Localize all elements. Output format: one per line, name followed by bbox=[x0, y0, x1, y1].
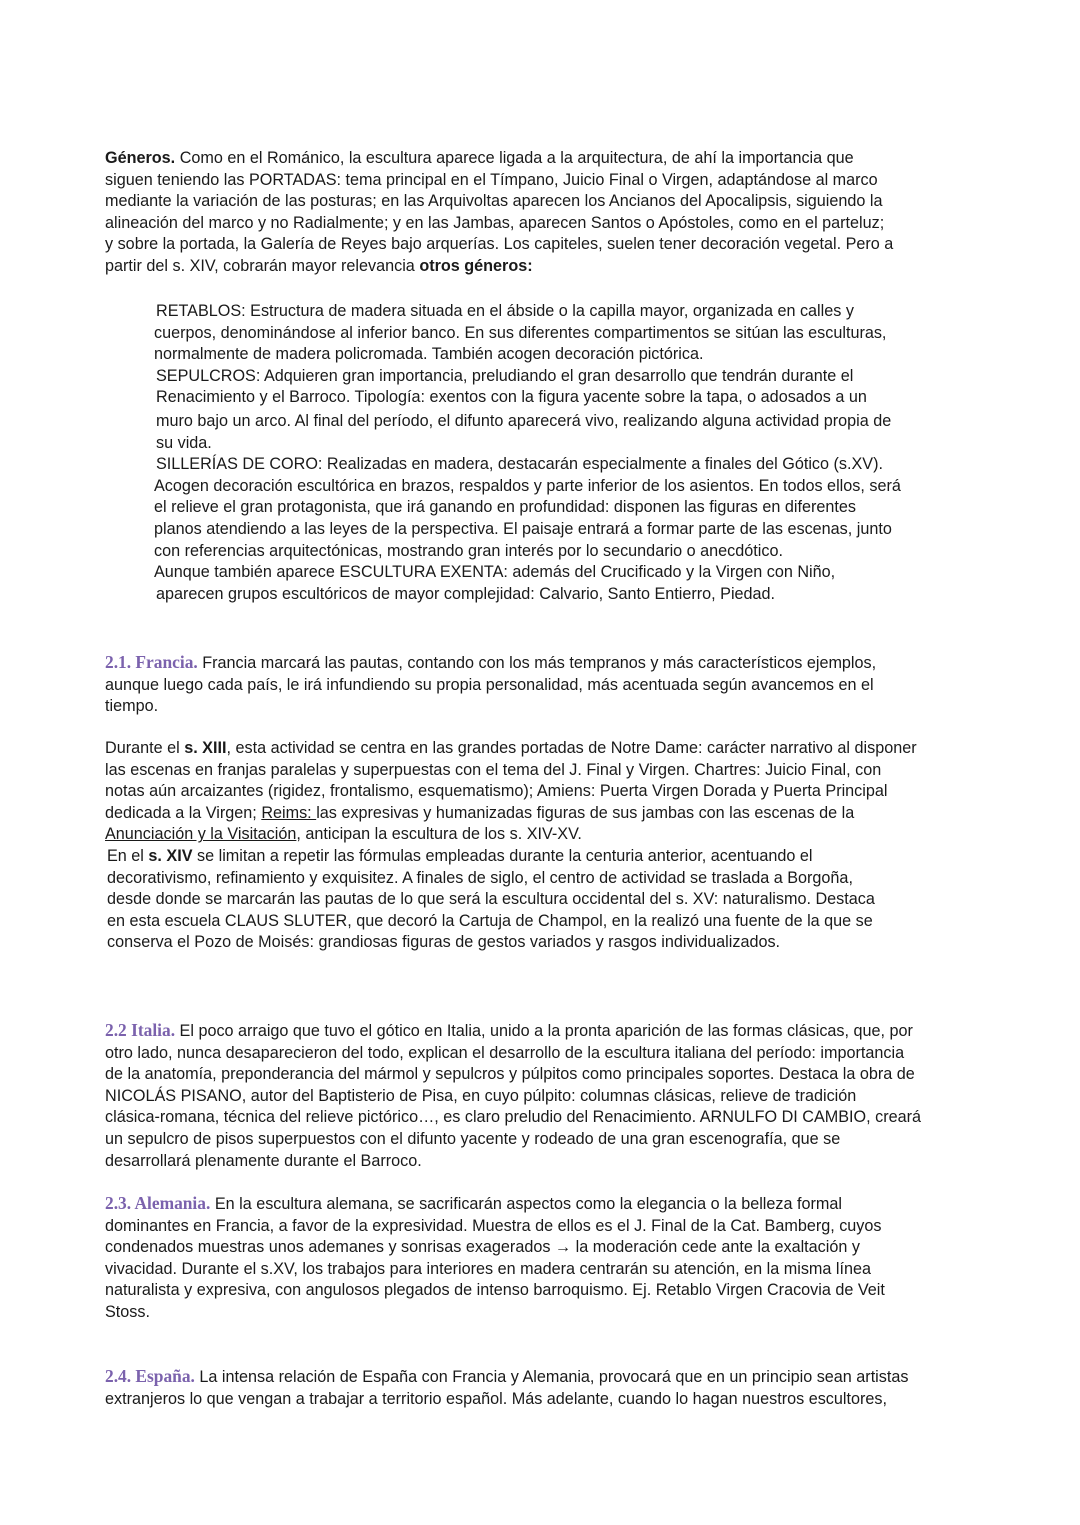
text-line: clásica-romana, técnica del relieve pictórico…, es claro preludio del Renacimiento. ARNULFO DI CAMBIO, creará bbox=[105, 1108, 921, 1127]
text-span: El poco arraigo que tuvo el gótico en Italia, unido a la pronta aparición de las formas clásicas, que, por bbox=[179, 1022, 913, 1040]
text-line: Stoss. bbox=[105, 1302, 150, 1321]
section-heading-espana: 2.4. España. bbox=[105, 1366, 195, 1386]
text-line: con referencias arquitectónicas, mostrando gran interés por lo secundario o anecdótico. bbox=[154, 541, 783, 560]
section-espana bbox=[105, 1366, 1025, 1410]
text-span: En el bbox=[107, 846, 144, 865]
text-line bbox=[105, 1366, 1025, 1389]
text-line: desde donde se marcarán las pautas de lo que será la escultura occidental del s. XV: naturalismo. Destaca bbox=[107, 890, 875, 909]
text-line: planos atendiendo a las leyes de la perspectiva. El paisaje entrará a formar parte de las escenas, junto bbox=[154, 519, 892, 538]
text-span: , anticipan la escultura de los s. XIV-XV. bbox=[296, 825, 582, 844]
text-line: siguen teniendo las PORTADAS: tema principal en el Tímpano, Juicio Final o Virgen, adaptándose al marco bbox=[105, 170, 878, 189]
section-italia bbox=[105, 1020, 1025, 1172]
text-span: Francia marcará las pautas, contando con los más tempranos y más característicos ejemplos, bbox=[202, 654, 877, 672]
text-line: muro bajo un arco. Al final del período, el difunto aparecerá vivo, realizando alguna actividad propia de bbox=[156, 411, 892, 430]
section-heading-francia: 2.1. Francia. bbox=[105, 652, 198, 672]
text-line: vivacidad. Durante el s.XV, los trabajos para interiores en madera centrarán su atención, en la misma línea bbox=[105, 1259, 872, 1278]
text-line bbox=[105, 256, 1025, 278]
text-line bbox=[105, 803, 1025, 825]
text-line: de la anatomía, preponderancia del mármol y sepulcros y púlpitos como principales soportes. Destaca la obra de bbox=[105, 1065, 915, 1084]
text-line: condenados muestras unos ademanes y sonrisas exagerados → la moderación cede ante la exaltación y bbox=[105, 1238, 860, 1257]
text-span: dedicada a la Virgen; bbox=[105, 803, 257, 822]
text-line: normalmente de madera policromada. También acogen decoración pictórica. bbox=[154, 345, 704, 364]
text-span: partir del s. XIV, cobrarán mayor relevancia bbox=[105, 256, 415, 275]
text-line: Renacimiento y el Barroco. Tipología: exentos con la figura yacente sobre la tapa, o adosados a un bbox=[156, 388, 867, 407]
section-alemania bbox=[105, 1193, 1025, 1324]
text-line: naturalista y expresiva, con angulosos plegados de intenso barroquismo. Ej. Retablo Virgen Cracovia de Veit bbox=[105, 1281, 885, 1300]
generos-label: Géneros. bbox=[105, 149, 176, 167]
text-line: SILLERÍAS DE CORO: Realizadas en madera, destacarán especialmente a finales del Gótico (s.XV). bbox=[156, 455, 883, 474]
text-line bbox=[105, 824, 1025, 846]
text-line: otro lado, nunca desaparecieron del todo, explican el desarrollo de la escultura italiana del período: importancia bbox=[105, 1043, 905, 1062]
section-heading-alemania: 2.3. Alemania. bbox=[105, 1193, 211, 1213]
text-line: alineación del marco y no Radialmente; y en las Jambas, aparecen Santos o Apóstoles, como en el parteluz; bbox=[105, 213, 885, 232]
text-line: SEPULCROS: Adquieren gran importancia, preludiando el gran desarrollo que tendrán durante el bbox=[156, 366, 854, 385]
text-line: su vida. bbox=[156, 433, 212, 452]
paragraph-generos bbox=[105, 148, 1025, 278]
text-span: La intensa relación de España con Francia y Alemania, provocará que en un principio sean artistas bbox=[199, 1368, 909, 1386]
text-span: se limitan a repetir las fórmulas empleadas durante la centuria anterior, acentuando el bbox=[197, 846, 813, 865]
text-line: cuerpos, denominándose al inferior banco. En sus diferentes compartimentos se sitúan las esculturas, bbox=[154, 323, 887, 342]
text-line: conserva el Pozo de Moisés: grandiosas figuras de gestos variados y rasgos individualizados. bbox=[107, 933, 781, 952]
text-line: las escenas en franjas paralelas y superpuestas con el tema del J. Final y Virgen. Chartres: Juicio Final, con bbox=[105, 760, 882, 779]
otros-generos-label: otros géneros: bbox=[419, 256, 533, 275]
text-line: un sepulcro de pisos superpuestos con el difunto yacente y rodeado de una gran escenografía, que se bbox=[105, 1129, 841, 1148]
underlined-text: Reims: bbox=[261, 803, 317, 822]
text-line: Aunque también aparece ESCULTURA EXENTA: además del Crucificado y la Virgen con Niño, bbox=[154, 563, 836, 582]
text-line: RETABLOS: Estructura de madera situada en el ábside o la capilla mayor, organizada en calles y bbox=[156, 302, 854, 320]
text-line bbox=[105, 1020, 1025, 1043]
underlined-text: Anunciación y la Visitación bbox=[105, 825, 297, 844]
text-line bbox=[105, 738, 1025, 760]
text-line: NICOLÁS PISANO, autor del Baptisterio de Pisa, en cuyo púlpito: columnas clásicas, relieve de tradición bbox=[105, 1086, 857, 1105]
text-span: , esta actividad se centra en las grandes portadas de Notre Dame: carácter narrativo al disponer bbox=[226, 739, 917, 757]
text-line: Acogen decoración escultórica en brazos, respaldos y parte inferior de los asientos. En todos ellos, será bbox=[154, 476, 901, 495]
century-label: s. XIV bbox=[148, 846, 193, 865]
paragraph-francia-s13 bbox=[105, 738, 1025, 954]
paragraph-otros-generos bbox=[154, 301, 1004, 605]
text-line: aunque luego cada país, le irá infundiendo su propia personalidad, más acentuada según avancemos en el bbox=[105, 675, 874, 694]
text-line bbox=[105, 148, 1025, 170]
text-line: dominantes en Francia, a favor de la expresividad. Muestra de ellos es el J. Final de la Cat. Bamberg, cuyos bbox=[105, 1216, 882, 1235]
text-line bbox=[105, 652, 1025, 675]
text-line: en esta escuela CLAUS SLUTER, que decoró la Cartuja de Champol, en la realizó una fuente de la que se bbox=[107, 911, 873, 930]
text-line bbox=[105, 1193, 1025, 1216]
text-line: desarrollará plenamente durante el Barroco. bbox=[105, 1151, 422, 1170]
text-span: En la escultura alemana, se sacrificarán aspectos como la elegancia o la belleza formal bbox=[214, 1195, 842, 1213]
section-francia bbox=[105, 652, 1025, 718]
text-span: las expresivas y humanizadas figuras de sus jambas con las escenas de la bbox=[316, 803, 855, 822]
text-line: y sobre la portada, la Galería de Reyes bajo arquerías. Los capiteles, suelen tener decoración vegetal. Pero a bbox=[105, 235, 894, 254]
text-line bbox=[105, 846, 1025, 868]
text-line: mediante la variación de las posturas; en las Arquivoltas aparecen los Ancianos del Apocalipsis, siguiendo la bbox=[105, 192, 883, 211]
text-line: aparecen grupos escultóricos de mayor complejidad: Calvario, Santo Entierro, Piedad. bbox=[156, 584, 776, 603]
text-line: el relieve el gran protagonista, que irá ganando en profundidad: disponen las figuras en diferentes bbox=[154, 498, 856, 517]
text-line: decorativismo, refinamiento y exquisitez. A finales de siglo, el centro de actividad se traslada a Borgoña, bbox=[107, 868, 853, 887]
text-line: notas aún arcaizantes (rigidez, frontalismo, esquematismo); Amiens: Puerta Virgen Dorada y Puerta Principal bbox=[105, 782, 888, 801]
text-span: Durante el bbox=[105, 739, 180, 757]
text-line: tiempo. bbox=[105, 697, 159, 716]
century-label: s. XIII bbox=[184, 739, 227, 757]
section-heading-italia: 2.2 Italia. bbox=[105, 1020, 176, 1040]
text-span: Como en el Románico, la escultura aparece ligada a la arquitectura, de ahí la importancia que bbox=[179, 149, 854, 167]
text-line: extranjeros lo que vengan a trabajar a territorio español. Más adelante, cuando lo hagan nuestros escultores, bbox=[105, 1389, 887, 1408]
